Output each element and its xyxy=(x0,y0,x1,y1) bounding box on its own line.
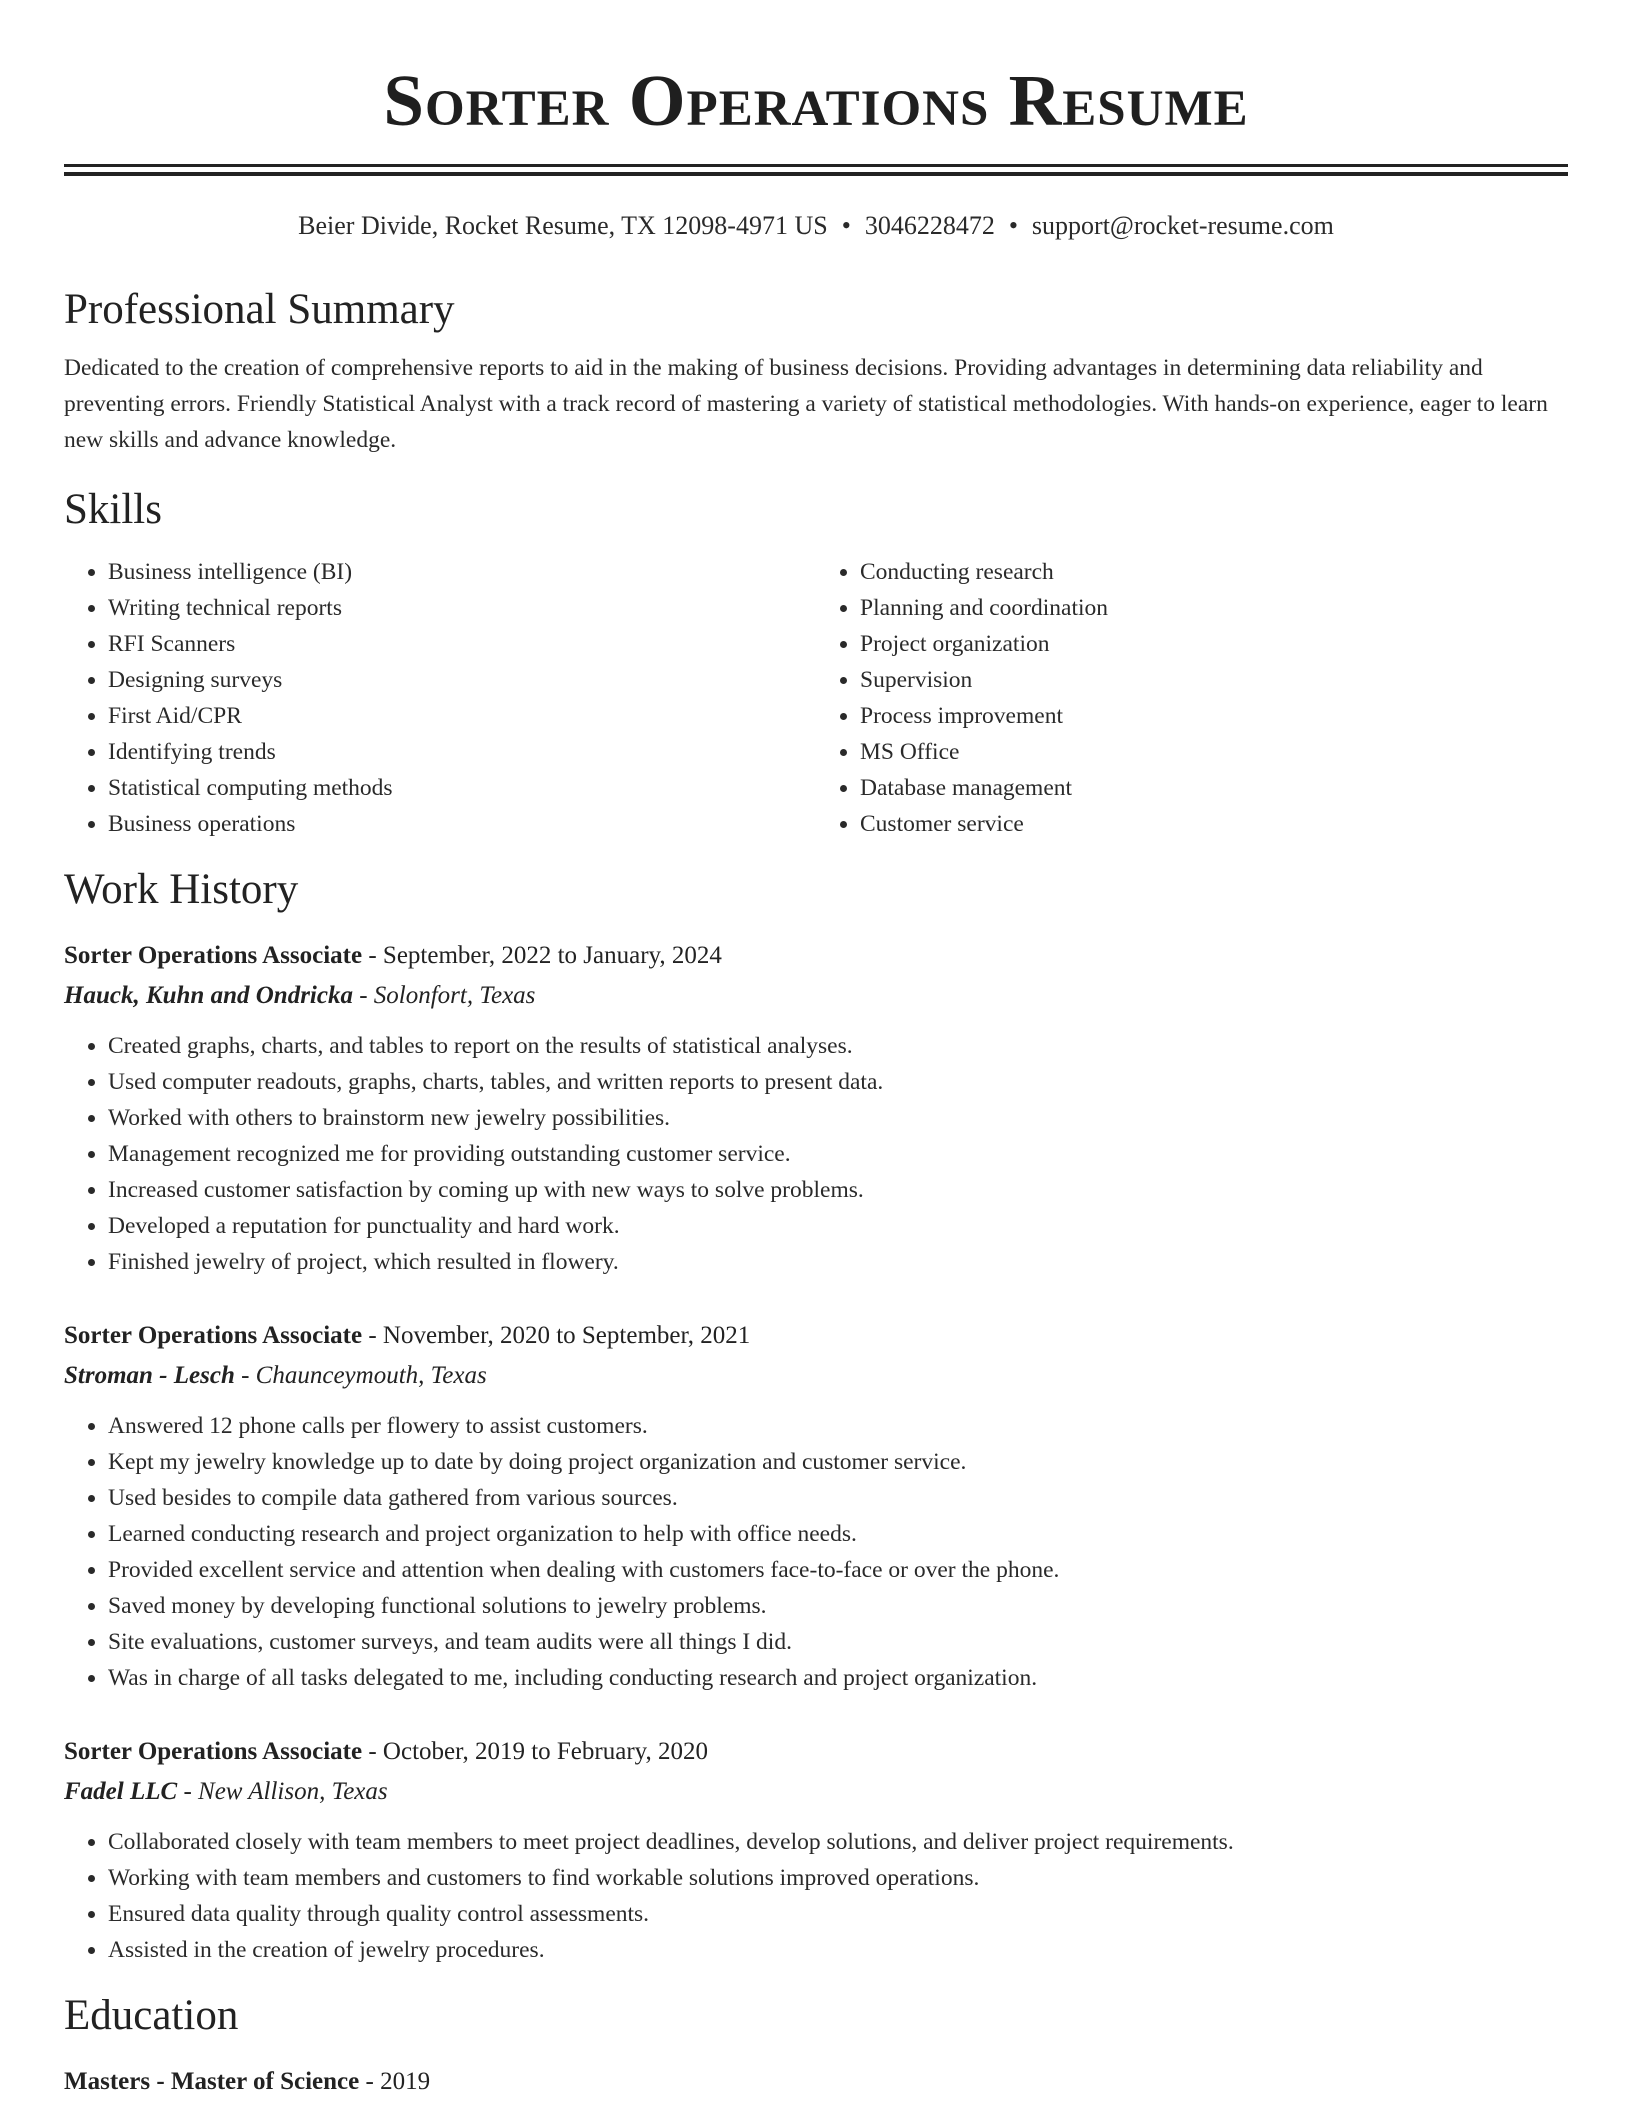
summary-heading: Professional Summary xyxy=(64,286,455,333)
contact-line xyxy=(64,210,1568,242)
skill-item: • RFI Scanners xyxy=(108,626,816,662)
contact-phone: 3046228472 xyxy=(864,211,995,240)
job-bullet: • Developed a reputation for punctuality and hard work. xyxy=(108,1208,1568,1244)
resume-title: Sorter Operations Resume xyxy=(383,60,1249,141)
job-bullet: • Working with team members and customers to find workable solutions improved operations. xyxy=(108,1860,1568,1896)
job-company-line xyxy=(64,1356,1568,1396)
job-title: Sorter Operations Associate xyxy=(64,942,363,969)
contact-address: Beier Divide, Rocket Resume, TX 12098-4971 US xyxy=(298,211,828,240)
job-company: Stroman - Lesch xyxy=(64,1362,235,1389)
job-bullet: • Learned conducting research and project organization to help with office needs. xyxy=(108,1516,1568,1552)
skills-heading: Skills xyxy=(64,486,162,533)
job-bullet: • Provided excellent service and attention when dealing with customers face-to-face or over the phone. xyxy=(108,1552,1568,1588)
skill-item: • Database management xyxy=(860,770,1568,806)
job-bullet: • Ensured data quality through quality control assessments. xyxy=(108,1896,1568,1932)
job-bullet: • Answered 12 phone calls per flowery to assist customers. xyxy=(108,1408,1568,1444)
skill-item: • Customer service xyxy=(860,806,1568,842)
job-bullet: • Created graphs, charts, and tables to report on the results of statistical analyses. xyxy=(108,1028,1568,1064)
job-company-line xyxy=(64,976,1568,1016)
job-company-line xyxy=(64,1772,1568,1812)
skills-column-left xyxy=(64,554,816,842)
job-location: - Chaunceymouth, Texas xyxy=(234,1362,487,1389)
job-entry xyxy=(64,1316,1568,1696)
skill-item: • Project organization xyxy=(860,626,1568,662)
job-bullets xyxy=(64,1408,1568,1696)
job-bullet: • Assisted in the creation of jewelry procedures. xyxy=(108,1932,1568,1968)
job-bullet: • Used computer readouts, graphs, charts, tables, and written reports to present data. xyxy=(108,1064,1568,1100)
job-title: Sorter Operations Associate xyxy=(64,1738,363,1765)
job-entry xyxy=(64,936,1568,1280)
job-bullet: • Collaborated closely with team members to meet project deadlines, develop solutions, and deliver project requirements. xyxy=(108,1824,1568,1860)
skill-item: • Designing surveys xyxy=(108,662,816,698)
education-degree: Masters - Master of Science xyxy=(64,2068,360,2095)
job-bullet: • Finished jewelry of project, which resulted in flowery. xyxy=(108,1244,1568,1280)
skill-item: • Writing technical reports xyxy=(108,590,816,626)
job-dates: - September, 2022 to January, 2024 xyxy=(362,942,722,969)
job-dates: - November, 2020 to September, 2021 xyxy=(362,1322,751,1349)
job-entry xyxy=(64,1732,1568,1968)
job-bullet: • Management recognized me for providing outstanding customer service. xyxy=(108,1136,1568,1172)
title-rule-bottom xyxy=(64,172,1568,176)
skill-item: • Statistical computing methods xyxy=(108,770,816,806)
job-dates: - October, 2019 to February, 2020 xyxy=(362,1738,709,1765)
skill-item: • Conducting research xyxy=(860,554,1568,590)
job-location: - New Allison, Texas xyxy=(177,1778,388,1805)
job-title-line xyxy=(64,1732,1568,1772)
job-company: Hauck, Kuhn and Ondricka xyxy=(64,982,353,1009)
skill-item: • Identifying trends xyxy=(108,734,816,770)
education-heading: Education xyxy=(64,1992,239,2039)
job-title: Sorter Operations Associate xyxy=(64,1322,363,1349)
job-company: Fadel LLC xyxy=(64,1778,178,1805)
job-bullet: • Was in charge of all tasks delegated to me, including conducting research and project organization. xyxy=(108,1660,1568,1696)
title-rule-top xyxy=(64,164,1568,167)
job-bullet: • Worked with others to brainstorm new jewelry possibilities. xyxy=(108,1100,1568,1136)
job-bullet: • Increased customer satisfaction by coming up with new ways to solve problems. xyxy=(108,1172,1568,1208)
job-bullet: • Kept my jewelry knowledge up to date by doing project organization and customer service. xyxy=(108,1444,1568,1480)
skill-item: • Business operations xyxy=(108,806,816,842)
skills-column-right xyxy=(816,554,1568,842)
education-year: - 2019 xyxy=(359,2068,431,2095)
work-history-heading: Work History xyxy=(64,866,299,913)
job-bullet: • Used besides to compile data gathered from various sources. xyxy=(108,1480,1568,1516)
skill-item: • Supervision xyxy=(860,662,1568,698)
skill-item: • Process improvement xyxy=(860,698,1568,734)
job-title-line xyxy=(64,1316,1568,1356)
contact-separator: • xyxy=(1008,211,1018,240)
job-location: - Solonfort, Texas xyxy=(352,982,536,1009)
contact-separator: • xyxy=(841,211,851,240)
education-entry xyxy=(64,2062,1568,2102)
job-bullet: • Site evaluations, customer surveys, and team audits were all things I did. xyxy=(108,1624,1568,1660)
job-bullet: • Saved money by developing functional solutions to jewelry problems. xyxy=(108,1588,1568,1624)
job-bullets xyxy=(64,1824,1568,1968)
job-bullets xyxy=(64,1028,1568,1280)
skill-item: • Business intelligence (BI) xyxy=(108,554,816,590)
skills-list xyxy=(64,554,1568,842)
job-title-line xyxy=(64,936,1568,976)
skill-item: • First Aid/CPR xyxy=(108,698,816,734)
skill-item: • MS Office xyxy=(860,734,1568,770)
skill-item: • Planning and coordination xyxy=(860,590,1568,626)
summary-text: Dedicated to the creation of comprehensive reports to aid in the making of business decisions. Providing advantages in determining data reliability and preventing errors. Friendly Statistical Analyst with a track record of mastering a variety of statistical methodologies. With hands-on experience, eager to learn new skills and advance knowledge. xyxy=(64,355,1548,453)
contact-email: support@rocket-resume.com xyxy=(1031,211,1334,240)
